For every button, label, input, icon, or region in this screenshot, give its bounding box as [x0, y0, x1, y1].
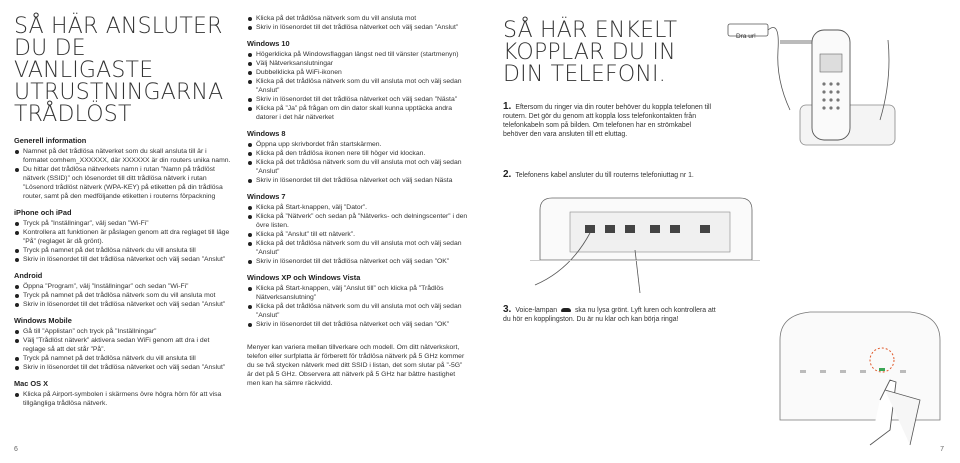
list-item: Klicka på det trådlösa nätverk som du vill ansluta mot och välj sedan ”Anslut”: [247, 158, 469, 176]
section-heading-windows-mobile: Windows Mobile: [14, 316, 72, 325]
windows-mobile-list: [14, 327, 232, 372]
windows-8-list: [247, 140, 469, 185]
step-text: Eftersom du ringer via din router behöver du koppla telefonen till routern. Det gör du genom att koppla loss telefonkontakten från telefonkabeln som på bilden. Om telefonen har en strömkabel behöver den vara ansluten till ett eluttag.: [503, 104, 712, 138]
top-list: [247, 14, 469, 32]
list-item: Klicka på den trådlösa ikonen nere till höger vid klockan.: [247, 149, 469, 158]
footer-note: Menyer kan variera mellan tillverkare och modell. Om ditt nätverkskort, telefon eller surfplatta är förberett för trådlösa nätverk på 5 GHz kommer du se två stycken nätverk med ditt SSID i listan, det som slutar på ”-5G” är det på 5 GHz. Observera att nätverk på 5 GHz har bättre hastighet men kan ha sämre räckvidd.: [247, 344, 465, 387]
list-item: Kontrollera att funktionen är påslagen genom att dra reglaget till läge ”På” (reglaget är då grönt).: [14, 228, 232, 246]
android-list: [14, 282, 232, 309]
list-item: Klicka på Airport-symbolen i skärmens övre högra hörn för att visa tillgängliga trådlösa nätverk.: [14, 390, 232, 408]
title-line: KOPPLAR DU IN: [503, 40, 676, 65]
list-item: Skriv in lösenordet till det trådlösa nätverket och välj sedan Nästa: [247, 176, 469, 185]
list-item: Klicka på det trådlösa nätverk som du vill ansluta mot och välj sedan ”Anslut”: [247, 77, 469, 95]
list-item: Skriv in lösenordet till det trådlösa nätverket och välj sedan ”OK”: [247, 257, 469, 266]
middle-column: [247, 14, 469, 388]
title-line: DU DE VANLIGASTE: [14, 36, 154, 83]
step-text: ska nu lysa grönt. Lyft luren och kontrollera att du hör en kopplingston. Du är nu klar och kan börja ringa!: [503, 307, 716, 323]
list-item: Klicka på ”Anslut” till ett nätverk”.: [247, 230, 469, 239]
list-item: Skriv in lösenordet till det trådlösa nätverket och välj sedan ”OK”: [247, 320, 469, 329]
windows-xp-list: [247, 284, 469, 329]
section-heading-general: Generell information: [14, 136, 87, 145]
list-item: Klicka på det trådlösa nätverk som du vill ansluta mot: [247, 14, 469, 23]
list-item: Tryck på namnet på det trådlösa nätverk du vill ansluta till: [14, 246, 232, 255]
list-item: Gå till ”Applistan” och tryck på ”Inställningar”: [14, 327, 232, 336]
handset-icon: [561, 308, 571, 312]
section-heading-macos: Mac OS X: [14, 379, 49, 388]
section-heading-android: Android: [14, 271, 43, 280]
step-1: [503, 102, 713, 139]
title-line: SÅ HÄR ANSLUTER: [14, 14, 223, 39]
section-heading-windows-10: Windows 10: [247, 39, 290, 48]
section-heading-windows-7: Windows 7: [247, 192, 286, 201]
list-item: Klicka på det trådlösa nätverk som du vill ansluta mot och välj sedan ”Anslut”: [247, 239, 469, 257]
page-number-right: 7: [940, 446, 944, 453]
list-item: Dubbelklicka på WiFi-ikonen: [247, 68, 469, 77]
title-line: UTRUSTNINGARNA: [14, 80, 224, 105]
macos-list: [14, 390, 232, 408]
router-led-illustration: [770, 300, 950, 450]
windows-7-list: [247, 203, 469, 266]
list-item: Namnet på det trådlösa nätverket som du skall ansluta till är i formatet comhem_XXXXXX, där XXXXXX är din routers unika namn.: [14, 147, 232, 165]
section-heading-windows-xp: Windows XP och Windows Vista: [247, 273, 361, 282]
list-item: Klicka på ”Ja” på frågan om din dator skall kunna upptäcka andra datorer i det här nätverket: [247, 104, 469, 122]
step-number: 2.: [503, 169, 512, 180]
step-number: 3.: [503, 304, 512, 315]
list-item: Välj ”Trådlöst nätverk” aktivera sedan WiFi genom att dra i det reglage så att det står ”På”.: [14, 336, 232, 354]
list-item: Skriv in lösenordet till det trådlösa nätverket och välj sedan ”Anslut”: [14, 363, 232, 372]
list-item: Klicka på ”Nätverk” och sedan på ”Nätverks- och delningscenter” i den övre listen.: [247, 212, 469, 230]
list-item: Klicka på det trådlösa nätverk som du vill ansluta mot och välj sedan ”Anslut”: [247, 302, 469, 320]
list-item: Välj Nätverksanslutningar: [247, 59, 469, 68]
section-heading-iphone: iPhone och iPad: [14, 208, 72, 217]
page-number-left: 6: [14, 446, 18, 453]
iphone-list: [14, 219, 232, 264]
list-item: Du hittar det trådlösa nätverkets namn i rutan ”Namn på trådlöst nätverk (SSID)” och lösenordet till ditt trådlösa nätverk i rutan ”Lösenord trådlöst nätverk (WPA-KEY) på etiketten på din trådlösa router, samt på den medföljande etiketten i routerns förpackning: [14, 165, 232, 201]
list-item: Tryck på namnet på det trådlösa nätverk du vill ansluta till: [14, 354, 232, 363]
step-text: Telefonens kabel ansluter du till routerns telefoniuttag nr 1.: [515, 172, 694, 179]
list-item: Skriv in lösenordet till det trådlösa nätverket och välj sedan ”Anslut”: [14, 300, 232, 309]
list-item: Tryck på ”Inställningar”, välj sedan ”Wi-Fi”: [14, 219, 232, 228]
list-item: Klicka på Start-knappen, välj ”Anslut till” och klicka på ”Trådlös Nätverksanslutning”: [247, 284, 469, 302]
list-item: Högerklicka på Windowsflaggan längst ned till vänster (startmenyn): [247, 50, 469, 59]
page-title-right: [503, 20, 703, 86]
router-illustration: [530, 190, 770, 295]
title-line: DIN TELEFONI.: [503, 62, 666, 87]
step-3: [503, 305, 719, 324]
section-heading-windows-8: Windows 8: [247, 129, 286, 138]
step-2: [503, 170, 723, 180]
list-item: Öppna ”Program”, välj ”Inställningar” och sedan ”Wi-Fi”: [14, 282, 232, 291]
general-list: [14, 147, 232, 201]
left-column: [14, 16, 232, 408]
list-item: Tryck på namnet på det trådlösa nätverk som du vill ansluta mot: [14, 291, 232, 300]
step-text: Voice-lampan: [515, 307, 558, 314]
phone-illustration: [720, 10, 900, 150]
windows-10-list: [247, 50, 469, 122]
list-item: Skriv in lösenordet till det trådlösa nätverket och välj sedan ”Anslut”: [247, 23, 469, 32]
step-number: 1.: [503, 101, 512, 112]
list-item: Skriv in lösenordet till det trådlösa nätverket och välj sedan ”Anslut”: [14, 255, 232, 264]
title-line: SÅ HÄR ENKELT: [503, 18, 678, 43]
page-title-left: [14, 16, 232, 126]
list-item: Öppna upp skrivbordet från startskärmen.: [247, 140, 469, 149]
callout-label: Dra ur!: [736, 33, 756, 40]
title-line: TRÅDLÖST: [14, 102, 132, 127]
list-item: Skriv in lösenordet till det trådlösa nätverket och välj sedan ”Nästa”: [247, 95, 469, 104]
list-item: Klicka på Start-knappen, välj ”Dator”.: [247, 203, 469, 212]
